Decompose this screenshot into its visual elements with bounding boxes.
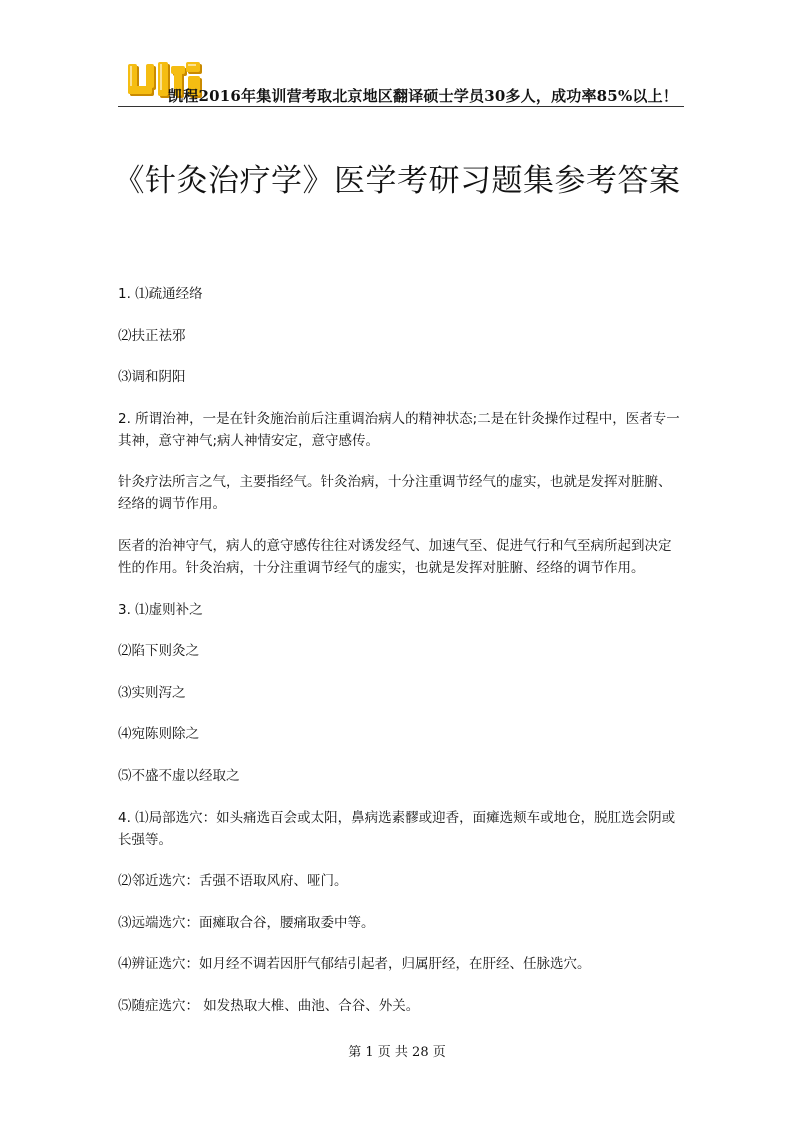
document-title: 《针灸治疗学》医学考研习题集参考答案 (113, 163, 681, 199)
answer-2-paragraph-3: 医者的治神守气，病人的意守感传往往对诱发经气、加速气至、促进气行和气至病所起到决定性的作用。针灸治病，十分注重调节经气的虚实，也就是发挥对脏腑、经络的调节作用。 (118, 537, 672, 576)
answer-1-item-3: ⑶调和阴阳 (118, 369, 186, 386)
answer-4-item-5: ⑸随症选穴： 如发热取大椎、曲池、合谷、外关。 (118, 997, 420, 1014)
answer-4-item-4: ⑷辨证选穴：如月经不调若因肝气郁结引起者，归属肝经，在肝经、任脉选穴。 (118, 956, 591, 973)
answer-2-paragraph-1: 2. 所谓治神，一是在针灸施治前后注重调治病人的精神状态;二是在针灸操作过程中，医者专一其神，意守神气;病人神情安定，意守感传。 (118, 410, 680, 449)
header-slogan: 凯程2016年集训营考取北京地区翻译硕士学员30多人，成功率85%以上！ (168, 87, 678, 105)
answer-3-item-1: 3. ⑴虚则补之 (118, 601, 203, 618)
answer-4-item-1: 4. ⑴局部选穴：如头痛选百会或太阳，鼻病选素髎或迎香，面瘫选颊车或地仓，脱肛选会阴或长强等。 (118, 809, 676, 848)
answer-1-item-1: 1. ⑴疏通经络 (118, 286, 203, 302)
answer-3-item-5: ⑸不盛不虚以经取之 (118, 767, 240, 784)
answer-4-item-3: ⑶远端选穴：面瘫取合谷，腰痛取委中等。 (118, 914, 375, 931)
page-header (118, 56, 684, 107)
document-body (118, 283, 684, 1037)
answer-4-item-2: ⑵邻近选穴：舌强不语取风府、哑门。 (118, 873, 348, 890)
answer-3-item-3: ⑶实则泻之 (118, 684, 186, 701)
answer-3-item-4: ⑷宛陈则除之 (118, 726, 199, 743)
page-footer: 第 1 页 共 28 页 (348, 1045, 446, 1060)
answer-2-paragraph-2: 针灸疗法所言之气，主要指经气。针灸治病，十分注重调节经气的虚实，也就是发挥对脏腑、经络的调节作用。 (118, 474, 672, 513)
answer-3-item-2: ⑵陷下则灸之 (118, 643, 199, 660)
answer-1-item-2: ⑵扶正祛邪 (118, 327, 186, 344)
